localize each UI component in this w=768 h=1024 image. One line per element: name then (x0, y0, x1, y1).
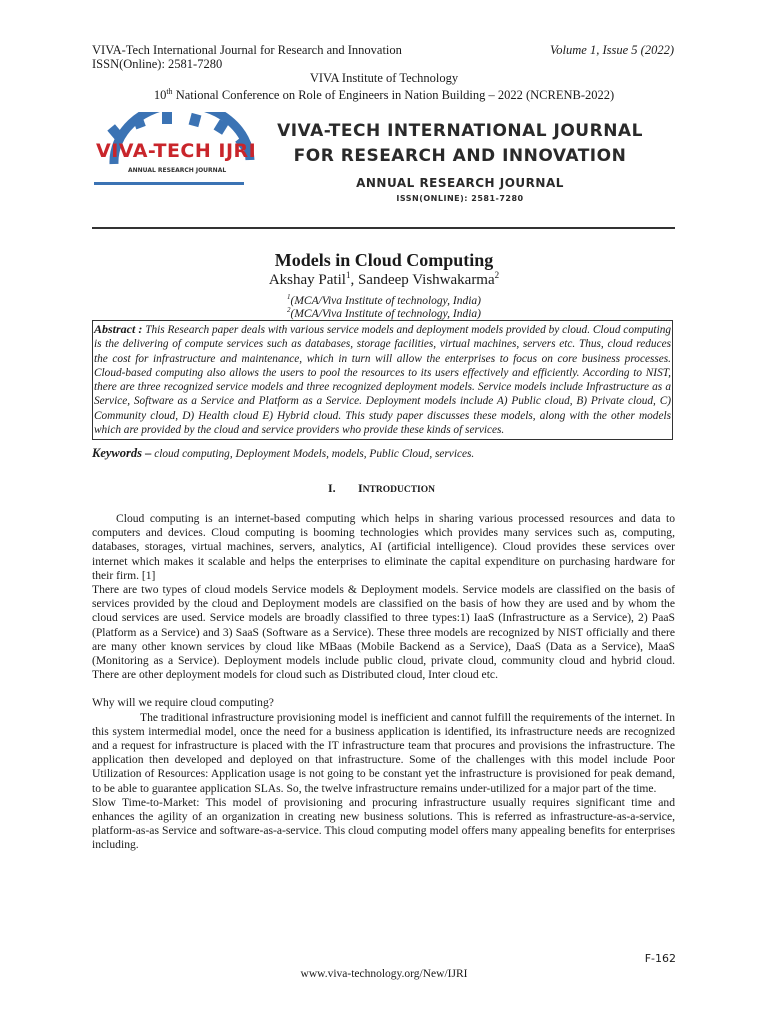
journal-logo (92, 112, 272, 192)
author-2-sup: 2 (494, 270, 500, 280)
masthead-issn: ISSN(ONLINE): 2581-7280 (396, 194, 524, 203)
masthead-subtitle: ANNUAL RESEARCH JOURNAL (356, 176, 564, 190)
section-title-first: I (358, 481, 363, 495)
paragraph-2: There are two types of cloud models Service models & Deployment models. Service models are classified on the basis of services provided by the cloud and Deployment models are classified on the basis of how they are used and by whom the cloud services are used. Service models are broadly classified to three types:1) IaaS (Infrastructure as a Service), 2) PaaS (Platform as a Service) and 3) SaaS (Software as a Service). These three models are recognized by NIST officially and there are many other known services by cloud like MBaas (Mobile Backend as a Service), DaaS (Data as a Service), MaaS (Monitoring as a Service). Deployment models include public cloud, private cloud, community cloud and hybrid cloud. There are other deployment models for cloud such as Distributed cloud, Inter cloud etc. (92, 583, 675, 682)
conference-name: National Conference on Role of Engineers in Nation Building – 2022 (NCRENB-2022) (172, 88, 615, 103)
section-title-rest: NTRODUCTION (362, 485, 435, 495)
author-2: Sandeep Vishwakarma (357, 272, 495, 288)
conference-ordinal: th (166, 87, 173, 96)
journal-header-left: VIVA-Tech International Journal for Research and Innovation (92, 43, 402, 57)
paragraph-3: The traditional infrastructure provisioning model is inefficient and cannot fulfill the requirements of the internet. In this system intermedial model, once the need for a business application is identified, its infrastructure needs are recognized and a request for infrastructure is placed with the IT infrastructure team that procures and provisions the infrastructure. The application then developed and deployed on that infrastructure. Some of the challenges with this model include Poor Utilization of Resources: Application usage is not going to be constant yet the infrastructure is provisioned for peak demand, to be able to guarantee application SLAs. So, the twelve infrastructure remains under-utilized for a major part of the time. (92, 710, 675, 795)
question-line: Why will we require cloud computing? (92, 696, 274, 710)
author-1: Akshay Patil (268, 272, 346, 288)
affiliation-2-text: (MCA/Viva Institute of technology, India) (290, 307, 481, 320)
header-issn: ISSN(Online): 2581-7280 (92, 57, 223, 71)
masthead-line1: VIVA-TECH INTERNATIONAL JOURNAL (277, 121, 643, 141)
author-1-sup: 1 (345, 270, 351, 280)
affiliation-1-sup: 1 (287, 293, 291, 301)
masthead-line2: FOR RESEARCH AND INNOVATION (293, 146, 627, 166)
page-number: F-162 (644, 952, 676, 965)
conference-number: 10 (153, 88, 167, 103)
affiliation-2 (0, 304, 768, 321)
logo-name: VIVA-TECH IJRI (96, 140, 257, 162)
logo-tagline: ANNUAL RESEARCH JOURNAL (128, 167, 227, 174)
keywords-label: Keywords – (92, 446, 152, 460)
section-number: I. (328, 481, 336, 495)
abstract-text: This Research paper deals with various service models and deployment models provided by cloud. Cloud computing is the delivering of compute services such as databases, storage facilities, virtual machines, servers etc. Thus, cloud reduces the cost for infrastructure and maintenance, which in turn will allow the enterprises to focus on core business processes. Cloud-based computing also allows the users to pool the resources to its users effectively and efficiently. According to NIST, there are three recognized service models and three recognized deployment models. Service models include Infrastructure as a Service, Software as a Service and Platform as a Service. Deployment models include A) Public cloud, B) Private cloud, C) Community cloud, D) Health cloud E) Hybrid cloud. This study paper discusses these models, along with the other models which are provided by the cloud and service providers who provide these kinds of services. (94, 324, 672, 437)
abstract-paragraph (93, 322, 672, 437)
keywords-line (92, 446, 474, 461)
paragraph-1: Cloud computing is an internet-based computing which helps in sharing various processed resources and data to computers and devices. Cloud computing is booming technologies which provides many services such as, computing, databases, storages, virtual machines, servers, analytics, AI (artificial intelligence). Cloud provides these services over internet which makes it scalable and helps the enterprises to eliminate the capital expenditure on purchasing hardware for their firm. [1] (92, 512, 675, 582)
paragraph-4: Slow Time-to-Market: This model of provisioning and procuring infrastructure usually requires significant time and enhances the agility of an organization in creating new business solutions. This is referred as infrastructure-as-a-service, platform-as-as Service and software-as-a-service. This cloud computing model offers many appealing benefits for enterprises including. (92, 795, 675, 852)
body-text (92, 512, 675, 853)
keywords-text: cloud computing, Deployment Models, models, Public Cloud, services. (151, 448, 475, 460)
author-line (0, 270, 768, 289)
abstract-label: Abstract : (94, 322, 143, 336)
abstract-box (92, 320, 673, 440)
affiliation-1-text: (MCA/Viva Institute of technology, India) (290, 294, 481, 307)
affiliation-2-sup: 2 (287, 306, 291, 314)
header-rule (92, 227, 675, 229)
author-separator: , (350, 272, 358, 288)
paper-title: Models in Cloud Computing (274, 250, 494, 270)
institute-name: VIVA Institute of Technology (309, 71, 459, 85)
footer-url: www.viva-technology.org/New/IJRI (300, 968, 468, 980)
volume-issue: Volume 1, Issue 5 (2022) (550, 43, 674, 57)
section-title (358, 481, 435, 496)
conference-line (0, 84, 768, 103)
